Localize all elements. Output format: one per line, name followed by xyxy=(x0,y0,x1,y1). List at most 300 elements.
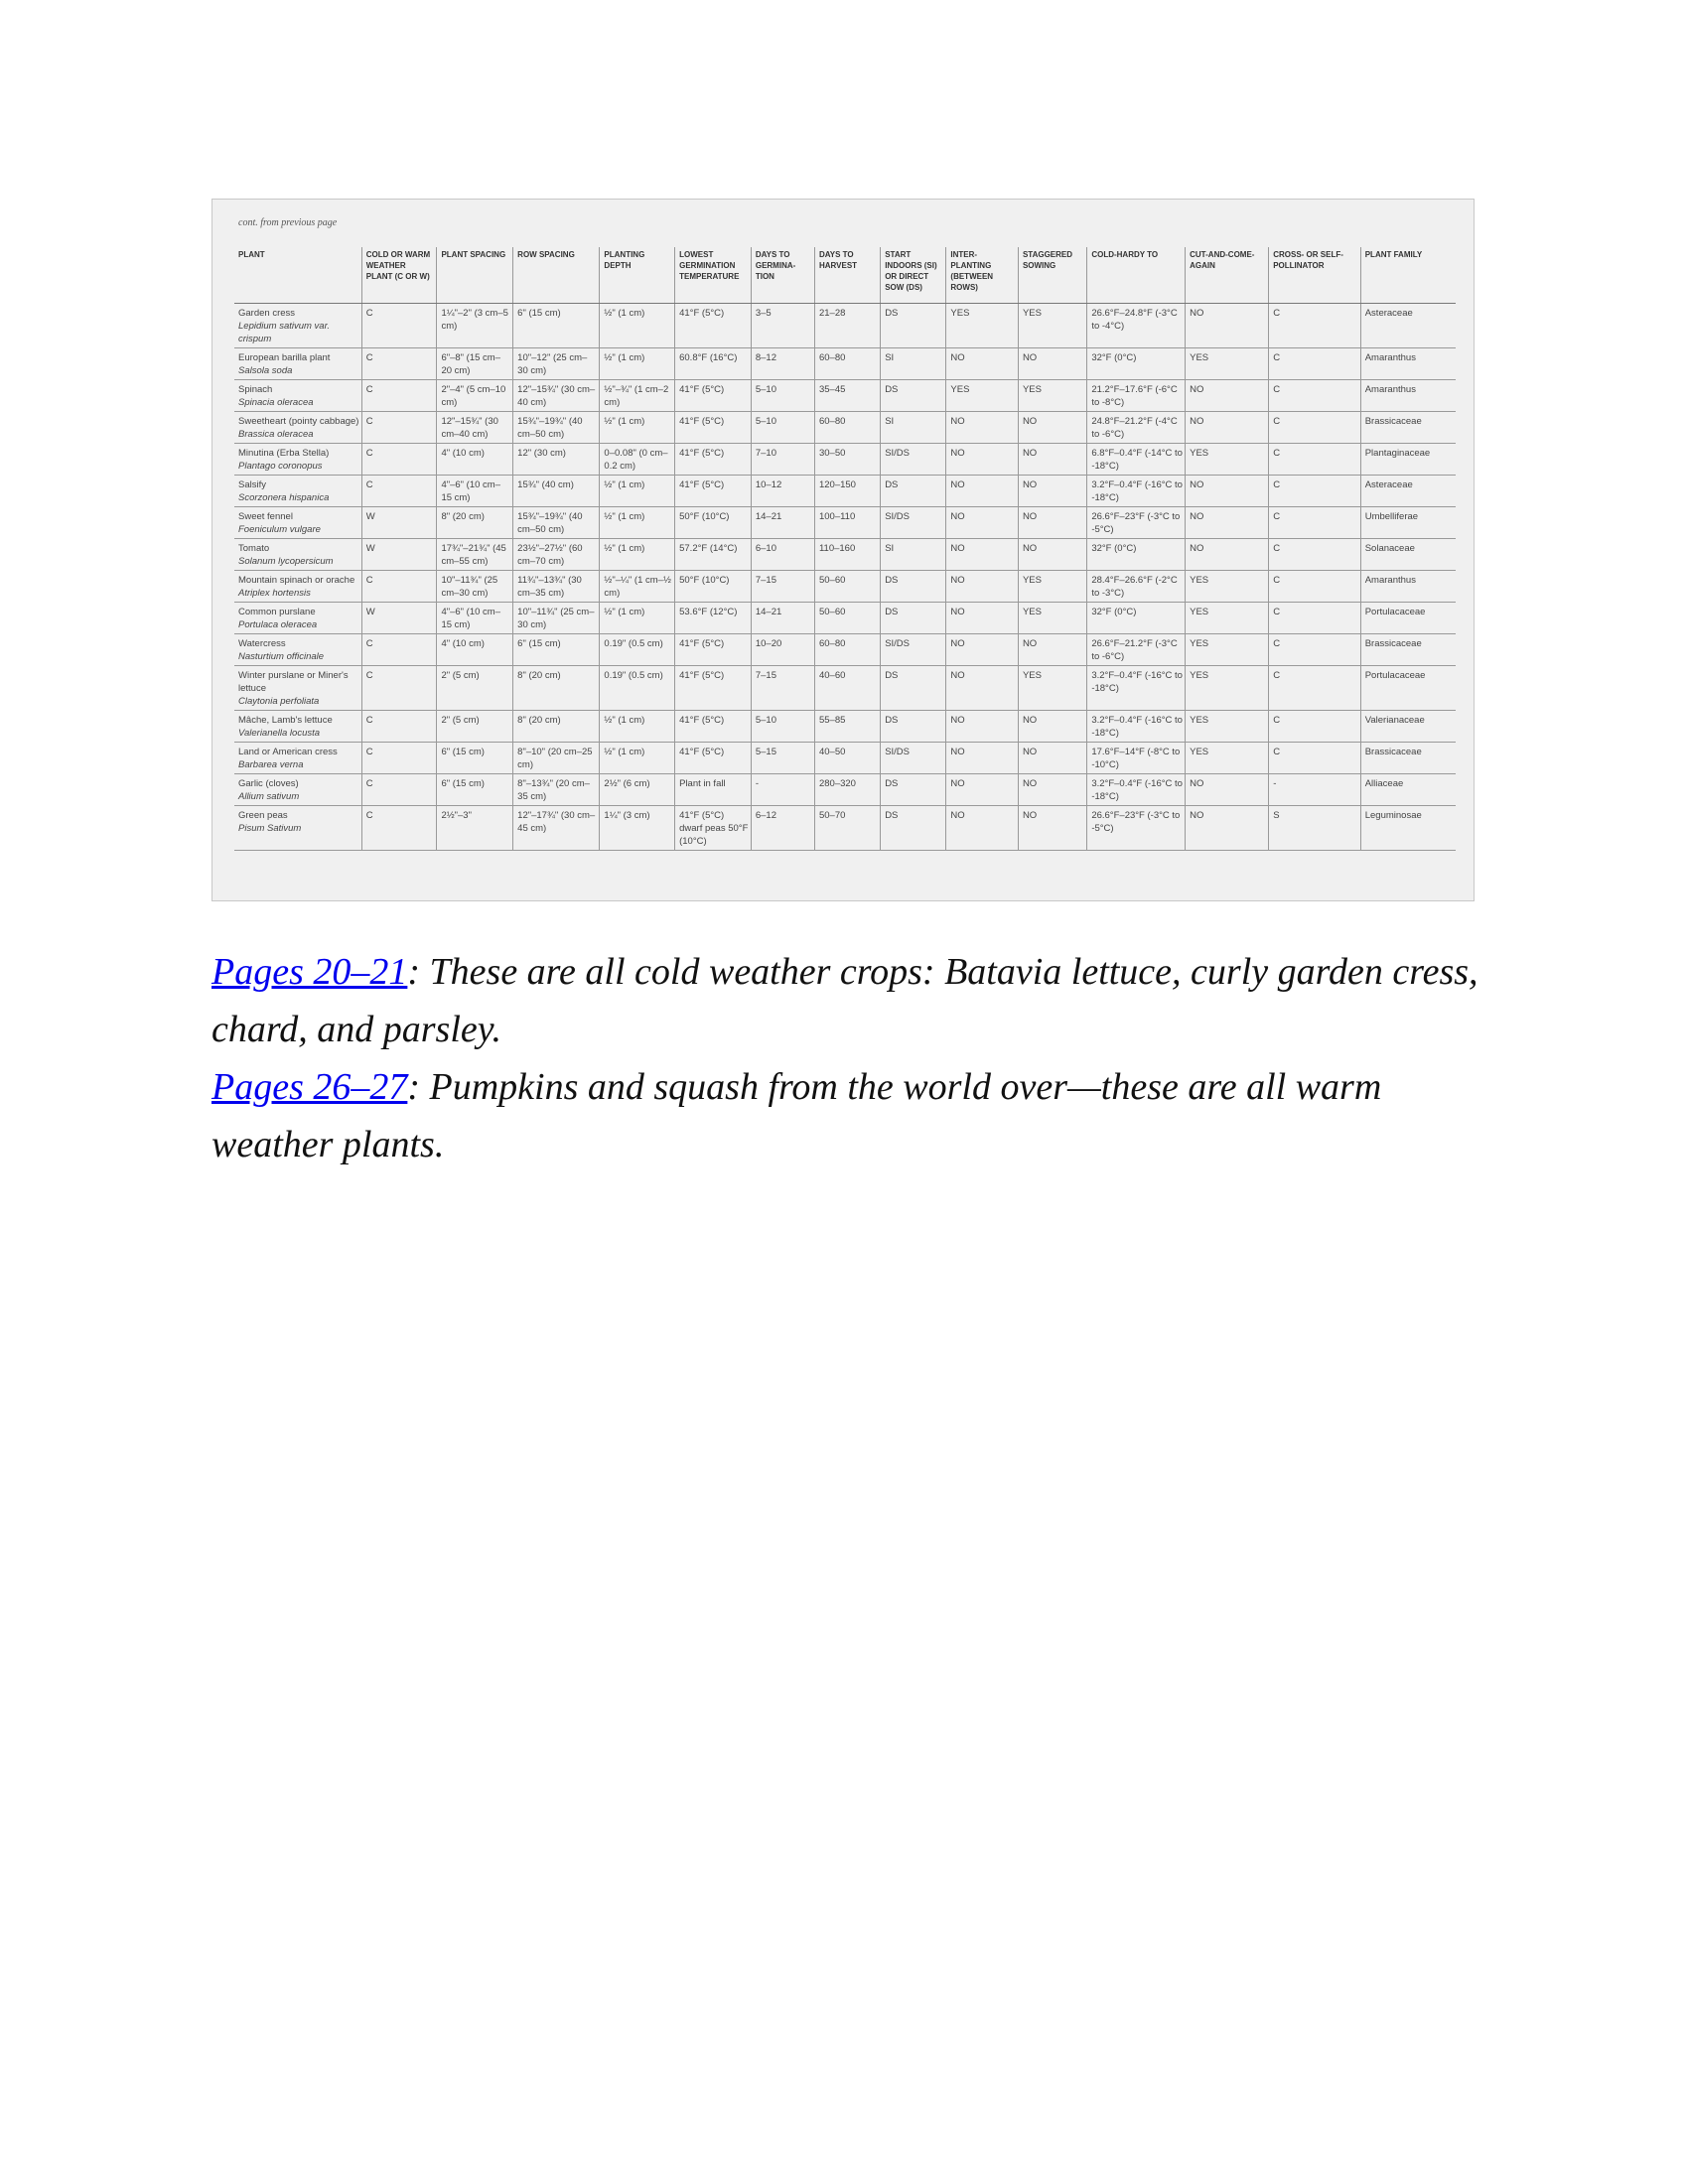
table-row xyxy=(234,603,1456,634)
table-row xyxy=(234,634,1456,666)
table-cell: C xyxy=(1269,603,1361,634)
table-cell: C xyxy=(361,412,437,444)
table-cell: S xyxy=(1269,806,1361,851)
table-cell: Valerianaceae xyxy=(1360,711,1456,743)
table-cell: 8–12 xyxy=(751,348,814,380)
table-cell: 60–80 xyxy=(814,348,880,380)
table-cell: 0–0.08" (0 cm–0.2 cm) xyxy=(600,444,675,476)
plant-name-cell xyxy=(234,412,361,444)
table-cell: 55–85 xyxy=(814,711,880,743)
table-cell: ½"–¾" (1 cm–2 cm) xyxy=(600,380,675,412)
table-cell: 60–80 xyxy=(814,412,880,444)
table-cell: 57.2°F (14°C) xyxy=(675,539,752,571)
table-cell: 8"–10" (20 cm–25 cm) xyxy=(513,743,600,774)
table-cell: 3.2°F–0.4°F (-16°C to -18°C) xyxy=(1087,711,1186,743)
table-cell: YES xyxy=(1186,348,1269,380)
caption-text-2: : Pumpkins and squash from the world over—these are all warm weather plants. xyxy=(211,1066,1382,1165)
table-cell: 15¾"–19¾" (40 cm–50 cm) xyxy=(513,412,600,444)
table-cell: 26.6°F–21.2°F (-3°C to -6°C) xyxy=(1087,634,1186,666)
table-cell: 26.6°F–23°F (-3°C to -5°C) xyxy=(1087,507,1186,539)
table-cell: NO xyxy=(1018,476,1086,507)
table-cell: 23½"–27½" (60 cm–70 cm) xyxy=(513,539,600,571)
table-cell: C xyxy=(361,806,437,851)
table-cell: SI/DS xyxy=(881,634,946,666)
table-cell: C xyxy=(1269,743,1361,774)
table-row xyxy=(234,806,1456,851)
plant-common-name: Garden cress xyxy=(238,308,296,319)
table-cell: - xyxy=(751,774,814,806)
table-cell: 8"–13¾" (20 cm–35 cm) xyxy=(513,774,600,806)
plant-common-name: Minutina (Erba Stella) xyxy=(238,448,330,459)
table-cell: 50–60 xyxy=(814,603,880,634)
table-cell: NO xyxy=(1018,711,1086,743)
planting-table xyxy=(234,247,1456,851)
plant-latin-name: Valerianella locusta xyxy=(238,728,321,739)
plant-name-cell xyxy=(234,380,361,412)
plant-common-name: Tomato xyxy=(238,543,270,554)
table-cell: 110–160 xyxy=(814,539,880,571)
table-cell: 32°F (0°C) xyxy=(1087,603,1186,634)
table-cell: 2½" (6 cm) xyxy=(600,774,675,806)
table-cell: C xyxy=(1269,571,1361,603)
table-cell: 3.2°F–0.4°F (-16°C to -18°C) xyxy=(1087,666,1186,711)
table-cell: NO xyxy=(946,806,1019,851)
table-cell: NO xyxy=(1018,634,1086,666)
table-cell: NO xyxy=(1186,412,1269,444)
table-cell: 7–15 xyxy=(751,571,814,603)
table-cell: W xyxy=(361,603,437,634)
plant-common-name: Mountain spinach or orache xyxy=(238,575,355,586)
table-cell: 2" (5 cm) xyxy=(437,711,513,743)
table-cell: 8" (20 cm) xyxy=(513,666,600,711)
table-cell: C xyxy=(1269,634,1361,666)
plant-name-cell xyxy=(234,711,361,743)
table-cell: 3.2°F–0.4°F (-16°C to -18°C) xyxy=(1087,774,1186,806)
table-cell: 17.6°F–14°F (-8°C to -10°C) xyxy=(1087,743,1186,774)
table-cell: NO xyxy=(1018,444,1086,476)
table-cell: Leguminosae xyxy=(1360,806,1456,851)
table-cell: 2" (5 cm) xyxy=(437,666,513,711)
table-cell: 2½"–3" xyxy=(437,806,513,851)
table-cell: 5–15 xyxy=(751,743,814,774)
table-row xyxy=(234,304,1456,348)
table-cell: 26.6°F–24.8°F (-3°C to -4°C) xyxy=(1087,304,1186,348)
table-cell: 53.6°F (12°C) xyxy=(675,603,752,634)
table-cell: 32°F (0°C) xyxy=(1087,348,1186,380)
table-cell: C xyxy=(361,444,437,476)
column-header: DAYS TO GERMINA-TION xyxy=(751,247,814,304)
table-cell: 10"–11¾" (25 cm–30 cm) xyxy=(513,603,600,634)
plant-common-name: Watercress xyxy=(238,638,286,649)
table-cell: 50–60 xyxy=(814,571,880,603)
plant-common-name: Sweet fennel xyxy=(238,511,293,522)
table-cell: Alliaceae xyxy=(1360,774,1456,806)
table-cell: 8" (20 cm) xyxy=(513,711,600,743)
table-cell: SI xyxy=(881,412,946,444)
table-cell: 15¾"–19¾" (40 cm–50 cm) xyxy=(513,507,600,539)
table-cell: NO xyxy=(1186,774,1269,806)
table-cell: NO xyxy=(946,444,1019,476)
column-header: PLANTING DEPTH xyxy=(600,247,675,304)
table-row xyxy=(234,743,1456,774)
column-header: PLANT xyxy=(234,247,361,304)
table-cell: NO xyxy=(946,634,1019,666)
table-cell: 6" (15 cm) xyxy=(437,743,513,774)
column-header: STAGGERED SOWING xyxy=(1018,247,1086,304)
column-header: DAYS TO HARVEST xyxy=(814,247,880,304)
table-cell: C xyxy=(361,774,437,806)
plant-common-name: Winter purslane or Miner's lettuce xyxy=(238,670,349,694)
plant-latin-name: Nasturtium officinale xyxy=(238,651,325,662)
table-cell: 35–45 xyxy=(814,380,880,412)
plant-latin-name: Lepidium sativum var. crispum xyxy=(238,321,331,344)
table-cell: SI/DS xyxy=(881,743,946,774)
table-cell: 1¼" (3 cm) xyxy=(600,806,675,851)
table-cell: 3–5 xyxy=(751,304,814,348)
table-cell: NO xyxy=(1186,380,1269,412)
table-cell: DS xyxy=(881,666,946,711)
table-cell: YES xyxy=(1018,603,1086,634)
table-cell: 21.2°F–17.6°F (-6°C to -8°C) xyxy=(1087,380,1186,412)
plant-latin-name: Barbarea verna xyxy=(238,759,304,770)
table-cell: 41°F (5°C) xyxy=(675,412,752,444)
table-cell: 5–10 xyxy=(751,380,814,412)
table-row xyxy=(234,348,1456,380)
table-cell: 32°F (0°C) xyxy=(1087,539,1186,571)
table-cell: 3.2°F–0.4°F (-16°C to -18°C) xyxy=(1087,476,1186,507)
table-cell: NO xyxy=(1018,539,1086,571)
table-cell: Brassicaceae xyxy=(1360,634,1456,666)
column-header: COLD-HARDY TO xyxy=(1087,247,1186,304)
table-cell: ½" (1 cm) xyxy=(600,304,675,348)
plant-common-name: Garlic (cloves) xyxy=(238,778,299,789)
table-cell: Amaranthus xyxy=(1360,348,1456,380)
table-cell: NO xyxy=(946,571,1019,603)
table-cell: 24.8°F–21.2°F (-4°C to -6°C) xyxy=(1087,412,1186,444)
table-cell: 41°F (5°C) xyxy=(675,666,752,711)
table-cell: 100–110 xyxy=(814,507,880,539)
planting-chart-image xyxy=(211,199,1475,901)
table-cell: NO xyxy=(1186,539,1269,571)
plant-common-name: Salsify xyxy=(238,479,266,490)
table-cell: C xyxy=(1269,539,1361,571)
table-cell: 41°F (5°C) xyxy=(675,304,752,348)
table-cell: 6–12 xyxy=(751,806,814,851)
table-cell: YES xyxy=(1186,743,1269,774)
table-cell: C xyxy=(1269,444,1361,476)
table-cell: Brassicaceae xyxy=(1360,412,1456,444)
plant-common-name: Common purslane xyxy=(238,607,316,617)
table-cell: SI/DS xyxy=(881,444,946,476)
table-cell: 10–12 xyxy=(751,476,814,507)
table-cell: C xyxy=(361,743,437,774)
table-cell: 40–60 xyxy=(814,666,880,711)
table-cell: NO xyxy=(946,711,1019,743)
table-cell: 10–20 xyxy=(751,634,814,666)
table-cell: 4"–6" (10 cm–15 cm) xyxy=(437,476,513,507)
plant-latin-name: Spinacia oleracea xyxy=(238,397,314,408)
plant-name-cell xyxy=(234,666,361,711)
column-header: CUT-AND-COME-AGAIN xyxy=(1186,247,1269,304)
column-header: PLANT SPACING xyxy=(437,247,513,304)
table-cell: NO xyxy=(1186,806,1269,851)
table-cell: DS xyxy=(881,711,946,743)
table-cell: 21–28 xyxy=(814,304,880,348)
plant-latin-name: Pisum Sativum xyxy=(238,823,302,834)
table-cell: 4" (10 cm) xyxy=(437,444,513,476)
table-cell: Amaranthus xyxy=(1360,380,1456,412)
plant-name-cell xyxy=(234,507,361,539)
plant-latin-name: Claytonia perfoliata xyxy=(238,696,320,707)
plant-latin-name: Allium sativum xyxy=(238,791,300,802)
plant-latin-name: Brassica oleracea xyxy=(238,429,314,440)
table-cell: DS xyxy=(881,774,946,806)
plant-name-cell xyxy=(234,348,361,380)
table-cell: 12" (30 cm) xyxy=(513,444,600,476)
table-cell: ½" (1 cm) xyxy=(600,603,675,634)
table-cell: C xyxy=(1269,666,1361,711)
table-cell: SI/DS xyxy=(881,507,946,539)
table-cell: W xyxy=(361,539,437,571)
plant-name-cell xyxy=(234,806,361,851)
table-cell: Plant in fall xyxy=(675,774,752,806)
table-cell: C xyxy=(361,476,437,507)
table-cell: C xyxy=(1269,711,1361,743)
table-cell: DS xyxy=(881,571,946,603)
table-cell: Asteraceae xyxy=(1360,476,1456,507)
table-cell: NO xyxy=(1018,507,1086,539)
table-cell: 12"–17¾" (30 cm–45 cm) xyxy=(513,806,600,851)
plant-latin-name: Salsola soda xyxy=(238,365,293,376)
table-body xyxy=(234,304,1456,851)
column-header: CROSS- OR SELF-POLLINATOR xyxy=(1269,247,1361,304)
table-cell: 60.8°F (16°C) xyxy=(675,348,752,380)
table-cell: C xyxy=(361,634,437,666)
column-header: START INDOORS (SI) OR DIRECT SOW (DS) xyxy=(881,247,946,304)
table-cell: DS xyxy=(881,476,946,507)
plant-name-cell xyxy=(234,444,361,476)
table-cell: NO xyxy=(1186,304,1269,348)
table-cell: W xyxy=(361,507,437,539)
column-header: PLANT FAMILY xyxy=(1360,247,1456,304)
table-cell: 41°F (5°C) dwarf peas 50°F (10°C) xyxy=(675,806,752,851)
table-cell: NO xyxy=(946,476,1019,507)
table-cell: 14–21 xyxy=(751,603,814,634)
column-header: COLD OR WARM WEATHER PLANT (C OR W) xyxy=(361,247,437,304)
table-cell: 41°F (5°C) xyxy=(675,444,752,476)
table-cell: ½" (1 cm) xyxy=(600,743,675,774)
plant-name-cell xyxy=(234,476,361,507)
plant-name-cell xyxy=(234,774,361,806)
caption-text-1: : These are all cold weather crops: Batavia lettuce, curly garden cress, chard, and parsley. xyxy=(211,951,1478,1050)
table-continuation-note: cont. from previous page xyxy=(238,217,338,228)
table-cell: YES xyxy=(1186,571,1269,603)
table-cell: Portulacaceae xyxy=(1360,603,1456,634)
plant-common-name: Green peas xyxy=(238,810,288,821)
table-cell: C xyxy=(361,666,437,711)
table-cell: NO xyxy=(1018,806,1086,851)
pages-26-27-link[interactable]: Pages 26–27 xyxy=(211,1066,408,1108)
table-cell: C xyxy=(1269,304,1361,348)
table-cell: C xyxy=(1269,412,1361,444)
plant-name-cell xyxy=(234,603,361,634)
table-cell: 1¼"–2" (3 cm–5 cm) xyxy=(437,304,513,348)
table-cell: 41°F (5°C) xyxy=(675,476,752,507)
table-cell: SI xyxy=(881,348,946,380)
table-cell: 7–10 xyxy=(751,444,814,476)
table-cell: C xyxy=(361,571,437,603)
table-cell: ½" (1 cm) xyxy=(600,507,675,539)
table-cell: C xyxy=(361,380,437,412)
table-cell: C xyxy=(361,711,437,743)
plant-common-name: European barilla plant xyxy=(238,352,331,363)
table-cell: Umbelliferae xyxy=(1360,507,1456,539)
pages-20-21-link[interactable]: Pages 20–21 xyxy=(211,951,408,993)
table-cell: YES xyxy=(1186,666,1269,711)
plant-name-cell xyxy=(234,571,361,603)
table-row xyxy=(234,507,1456,539)
table-cell: 12"–15¾" (30 cm–40 cm) xyxy=(513,380,600,412)
table-cell: 50–70 xyxy=(814,806,880,851)
table-cell: 11¾"–13¾" (30 cm–35 cm) xyxy=(513,571,600,603)
table-cell: 41°F (5°C) xyxy=(675,743,752,774)
table-cell: YES xyxy=(946,380,1019,412)
table-cell: 0.19" (0.5 cm) xyxy=(600,634,675,666)
plant-latin-name: Scorzonera hispanica xyxy=(238,492,330,503)
table-cell: 50°F (10°C) xyxy=(675,571,752,603)
table-cell: DS xyxy=(881,806,946,851)
plant-latin-name: Plantago coronopus xyxy=(238,461,323,472)
table-cell: 17¾"–21¾" (45 cm–55 cm) xyxy=(437,539,513,571)
table-cell: DS xyxy=(881,304,946,348)
caption-line-1 xyxy=(211,943,1502,1058)
plant-name-cell xyxy=(234,539,361,571)
table-cell: NO xyxy=(1018,743,1086,774)
table-row xyxy=(234,412,1456,444)
table-cell: NO xyxy=(946,774,1019,806)
table-cell: YES xyxy=(1018,666,1086,711)
table-row xyxy=(234,539,1456,571)
table-cell: 4" (10 cm) xyxy=(437,634,513,666)
figure-caption xyxy=(211,943,1502,1173)
table-cell: C xyxy=(1269,476,1361,507)
table-cell: C xyxy=(1269,380,1361,412)
table-cell: YES xyxy=(1186,444,1269,476)
plant-name-cell xyxy=(234,743,361,774)
table-cell: 15¾" (40 cm) xyxy=(513,476,600,507)
plant-latin-name: Portulaca oleracea xyxy=(238,619,318,630)
table-cell: NO xyxy=(946,539,1019,571)
table-row xyxy=(234,476,1456,507)
table-row xyxy=(234,666,1456,711)
table-cell: 14–21 xyxy=(751,507,814,539)
table-cell: 10"–11¾" (25 cm–30 cm) xyxy=(437,571,513,603)
table-cell: 6.8°F–0.4°F (-14°C to -18°C) xyxy=(1087,444,1186,476)
table-cell: YES xyxy=(946,304,1019,348)
table-cell: Brassicaceae xyxy=(1360,743,1456,774)
table-cell: C xyxy=(1269,507,1361,539)
table-cell: 6" (15 cm) xyxy=(437,774,513,806)
plant-common-name: Mâche, Lamb's lettuce xyxy=(238,715,333,726)
table-cell: NO xyxy=(1018,412,1086,444)
table-cell: 6–10 xyxy=(751,539,814,571)
table-cell: ½" (1 cm) xyxy=(600,539,675,571)
table-cell: 41°F (5°C) xyxy=(675,634,752,666)
plant-latin-name: Atriplex hortensis xyxy=(238,588,311,599)
table-cell: NO xyxy=(946,412,1019,444)
table-cell: 12"–15¾" (30 cm–40 cm) xyxy=(437,412,513,444)
table-cell: Portulacaceae xyxy=(1360,666,1456,711)
table-row xyxy=(234,711,1456,743)
table-cell: - xyxy=(1269,774,1361,806)
table-cell: 5–10 xyxy=(751,711,814,743)
table-cell: NO xyxy=(946,666,1019,711)
plant-latin-name: Solanum lycopersicum xyxy=(238,556,334,567)
table-cell: C xyxy=(361,304,437,348)
plant-common-name: Sweetheart (pointy cabbage) xyxy=(238,416,359,427)
table-cell: 5–10 xyxy=(751,412,814,444)
table-cell: 41°F (5°C) xyxy=(675,711,752,743)
table-cell: 7–15 xyxy=(751,666,814,711)
plant-latin-name: Foeniculum vulgare xyxy=(238,524,321,535)
table-cell: YES xyxy=(1186,603,1269,634)
table-cell: 0.19" (0.5 cm) xyxy=(600,666,675,711)
table-cell: NO xyxy=(946,743,1019,774)
table-row xyxy=(234,444,1456,476)
table-cell: 50°F (10°C) xyxy=(675,507,752,539)
table-cell: 30–50 xyxy=(814,444,880,476)
column-header: LOWEST GERMINATION TEMPERATURE xyxy=(675,247,752,304)
table-cell: YES xyxy=(1186,711,1269,743)
table-cell: ½" (1 cm) xyxy=(600,711,675,743)
table-cell: ½" (1 cm) xyxy=(600,476,675,507)
table-cell: NO xyxy=(1018,774,1086,806)
plant-common-name: Spinach xyxy=(238,384,273,395)
table-cell: DS xyxy=(881,603,946,634)
table-cell: ½"–¼" (1 cm–½ cm) xyxy=(600,571,675,603)
column-header: INTER-PLANTING (BETWEEN ROWS) xyxy=(946,247,1019,304)
table-cell: 10"–12" (25 cm–30 cm) xyxy=(513,348,600,380)
table-row xyxy=(234,774,1456,806)
table-cell: C xyxy=(361,348,437,380)
caption-line-2 xyxy=(211,1058,1502,1173)
table-cell: DS xyxy=(881,380,946,412)
table-cell: Amaranthus xyxy=(1360,571,1456,603)
table-cell: 41°F (5°C) xyxy=(675,380,752,412)
table-cell: 4"–6" (10 cm–15 cm) xyxy=(437,603,513,634)
table-cell: 26.6°F–23°F (-3°C to -5°C) xyxy=(1087,806,1186,851)
table-header-row xyxy=(234,247,1456,304)
table-cell: 2"–4" (5 cm–10 cm) xyxy=(437,380,513,412)
table-cell: NO xyxy=(1186,507,1269,539)
table-cell: 6" (15 cm) xyxy=(513,634,600,666)
table-row xyxy=(234,380,1456,412)
table-cell: 280–320 xyxy=(814,774,880,806)
table-cell: YES xyxy=(1018,571,1086,603)
table-cell: ½" (1 cm) xyxy=(600,412,675,444)
plant-name-cell xyxy=(234,304,361,348)
table-cell: 120–150 xyxy=(814,476,880,507)
table-cell: 6" (15 cm) xyxy=(513,304,600,348)
table-cell: NO xyxy=(1186,476,1269,507)
table-cell: NO xyxy=(946,507,1019,539)
table-cell: C xyxy=(1269,348,1361,380)
table-cell: NO xyxy=(946,603,1019,634)
plant-common-name: Land or American cress xyxy=(238,747,338,757)
table-cell: YES xyxy=(1186,634,1269,666)
table-cell: 40–50 xyxy=(814,743,880,774)
table-cell: NO xyxy=(946,348,1019,380)
